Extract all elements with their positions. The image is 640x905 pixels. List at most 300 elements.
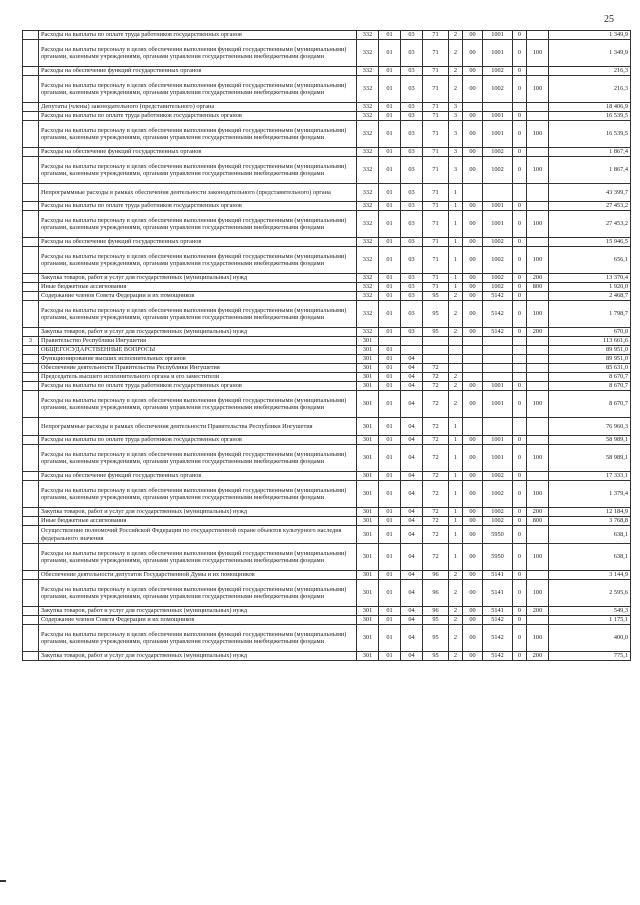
code-rz: 01 [379,211,401,238]
code-rz: 01 [379,274,401,283]
code-program: 72 [423,382,449,391]
table-row [23,373,631,382]
code-rz: 01 [379,436,401,445]
code-program: 71 [423,31,449,40]
table-row [23,472,631,481]
code-rz: 01 [379,76,401,103]
code-extra: 0 [513,40,527,67]
code-pr: 04 [401,580,423,607]
row-amount: 1 349,9 [549,31,631,40]
code-direction: 5141 [483,571,513,580]
table-row [23,517,631,526]
code-group: 00 [463,247,483,274]
row-amount: 3 144,9 [549,571,631,580]
code-gr: 301 [357,355,379,364]
code-subprogram: 1 [449,274,463,283]
code-program: 71 [423,148,449,157]
code-group: 00 [463,508,483,517]
code-subprogram: 2 [449,652,463,661]
code-program: 71 [423,76,449,103]
row-name: Расходы на обеспечение функций государственных органов [39,148,357,157]
code-direction: 1001 [483,436,513,445]
code-direction: 5142 [483,625,513,652]
code-group: 00 [463,580,483,607]
code-pr: 03 [401,112,423,121]
code-extra: 0 [513,211,527,238]
code-program: 71 [423,274,449,283]
table-row [23,625,631,652]
code-rz: 01 [379,652,401,661]
table-row [23,121,631,148]
code-pr: 03 [401,40,423,67]
code-rz: 01 [379,202,401,211]
code-expense-type [527,472,549,481]
code-pr: 04 [401,373,423,382]
code-subprogram: 1 [449,544,463,571]
row-amount: 58 989,1 [549,436,631,445]
table-row [23,481,631,508]
row-number [23,364,39,373]
code-rz: 01 [379,103,401,112]
code-expense-type [527,355,549,364]
code-subprogram: 1 [449,517,463,526]
code-gr: 332 [357,211,379,238]
code-gr: 301 [357,364,379,373]
code-expense-type: 100 [527,157,549,184]
code-gr: 301 [357,517,379,526]
code-extra: 0 [513,301,527,328]
code-rz: 01 [379,238,401,247]
code-extra: 0 [513,382,527,391]
code-pr: 03 [401,157,423,184]
row-number [23,544,39,571]
code-group [463,418,483,436]
code-program: 95 [423,328,449,337]
code-subprogram [449,355,463,364]
table-row [23,571,631,580]
table-row [23,238,631,247]
code-group: 00 [463,625,483,652]
row-number [23,31,39,40]
code-pr: 04 [401,508,423,517]
code-group: 00 [463,526,483,544]
table-row [23,283,631,292]
code-extra [513,103,527,112]
row-amount: 113 661,6 [549,337,631,346]
table-row [23,301,631,328]
code-expense-type [527,418,549,436]
code-gr: 301 [357,580,379,607]
code-rz: 01 [379,382,401,391]
code-expense-type: 200 [527,274,549,283]
code-extra: 0 [513,391,527,418]
code-group [463,103,483,112]
code-group: 00 [463,274,483,283]
code-gr: 332 [357,301,379,328]
code-subprogram: 1 [449,283,463,292]
code-extra: 0 [513,571,527,580]
code-pr: 03 [401,328,423,337]
row-name: Расходы на выплаты персоналу в целях обеспечения выполнения функций государственными (муниципальными) органами, казенными учреждениями, органами управления государственными внебюджетными фондами [39,121,357,148]
code-direction: 1002 [483,472,513,481]
code-group: 00 [463,157,483,184]
code-extra: 0 [513,283,527,292]
code-expense-type: 100 [527,391,549,418]
code-subprogram: 2 [449,301,463,328]
code-pr: 04 [401,481,423,508]
code-rz: 01 [379,283,401,292]
code-gr: 301 [357,526,379,544]
code-gr: 332 [357,40,379,67]
row-number [23,157,39,184]
table-row [23,337,631,346]
row-amount: 216,3 [549,67,631,76]
row-number [23,301,39,328]
row-name: Расходы на выплаты по оплате труда работников государственных органов [39,202,357,211]
row-number [23,355,39,364]
code-rz: 01 [379,418,401,436]
code-program: 72 [423,391,449,418]
code-subprogram: 1 [449,526,463,544]
code-expense-type [527,103,549,112]
code-pr: 04 [401,391,423,418]
code-extra: 0 [513,31,527,40]
code-extra: 0 [513,292,527,301]
code-direction: 1001 [483,121,513,148]
code-extra: 0 [513,67,527,76]
code-expense-type [527,526,549,544]
code-pr: 04 [401,445,423,472]
code-direction [483,373,513,382]
code-pr: 04 [401,364,423,373]
row-name: Расходы на выплаты персоналу в целях обеспечения выполнения функций государственными (муниципальными) органами, казенными учреждениями, органами управления государственными внебюджетными фондами [39,76,357,103]
code-subprogram: 2 [449,31,463,40]
code-expense-type: 100 [527,481,549,508]
code-program: 71 [423,112,449,121]
code-direction: 5950 [483,526,513,544]
code-group [463,355,483,364]
row-number [23,211,39,238]
code-rz: 01 [379,607,401,616]
code-group [463,364,483,373]
code-subprogram: 2 [449,571,463,580]
code-pr: 03 [401,76,423,103]
row-amount: 1 867,4 [549,148,631,157]
code-direction: 5142 [483,301,513,328]
row-name: Депутаты (члены) законодательного (представительного) органа [39,103,357,112]
row-number [23,391,39,418]
code-direction: 1001 [483,382,513,391]
code-extra: 0 [513,526,527,544]
row-number: 3 [23,337,39,346]
code-group: 00 [463,445,483,472]
code-direction [483,346,513,355]
code-subprogram: 2 [449,625,463,652]
row-amount: 27 453,2 [549,211,631,238]
code-subprogram: 1 [449,418,463,436]
code-gr: 301 [357,625,379,652]
row-name: Иные бюджетные ассигнования [39,283,357,292]
code-subprogram: 2 [449,607,463,616]
row-name: Расходы на выплаты по оплате труда работников государственных органов [39,31,357,40]
code-rz: 01 [379,364,401,373]
code-program: 72 [423,373,449,382]
code-subprogram [449,337,463,346]
code-rz: 01 [379,517,401,526]
code-gr: 332 [357,292,379,301]
code-gr: 301 [357,544,379,571]
row-number [23,445,39,472]
code-direction: 1002 [483,76,513,103]
row-number [23,526,39,544]
code-program: 71 [423,184,449,202]
code-extra: 0 [513,112,527,121]
code-program: 71 [423,121,449,148]
code-group: 00 [463,76,483,103]
page-number: 25 [604,14,614,25]
code-pr: 04 [401,625,423,652]
code-program: 95 [423,652,449,661]
row-number [23,571,39,580]
code-direction: 1001 [483,202,513,211]
row-amount: 8 670,7 [549,391,631,418]
code-direction [483,418,513,436]
code-direction [483,103,513,112]
row-amount: 15 946,5 [549,238,631,247]
code-pr: 03 [401,292,423,301]
table-row [23,382,631,391]
row-name: Расходы на выплаты по оплате труда работников государственных органов [39,112,357,121]
code-program: 71 [423,157,449,184]
row-amount: 3 768,8 [549,517,631,526]
table-row [23,616,631,625]
table-row [23,157,631,184]
code-program: 71 [423,247,449,274]
code-extra [513,337,527,346]
code-subprogram: 2 [449,373,463,382]
code-extra: 0 [513,157,527,184]
code-subprogram [449,346,463,355]
code-rz: 01 [379,346,401,355]
row-number [23,418,39,436]
code-subprogram: 1 [449,202,463,211]
row-amount: 549,3 [549,607,631,616]
code-extra: 0 [513,544,527,571]
code-extra [513,355,527,364]
code-extra: 0 [513,436,527,445]
code-gr: 301 [357,616,379,625]
code-expense-type: 100 [527,445,549,472]
code-extra: 0 [513,76,527,103]
row-amount: 1 349,9 [549,40,631,67]
code-subprogram: 1 [449,508,463,517]
code-extra [513,184,527,202]
row-amount: 1 920,0 [549,283,631,292]
code-direction: 1002 [483,274,513,283]
code-expense-type: 100 [527,121,549,148]
row-amount: 89 951,0 [549,355,631,364]
row-amount: 1 175,1 [549,616,631,625]
code-gr: 332 [357,184,379,202]
code-gr: 301 [357,481,379,508]
code-extra [513,364,527,373]
code-expense-type [527,238,549,247]
row-number [23,346,39,355]
budget-table [22,30,631,661]
code-expense-type: 800 [527,517,549,526]
code-gr: 301 [357,418,379,436]
row-amount: 89 951,0 [549,346,631,355]
code-rz: 01 [379,40,401,67]
code-gr: 332 [357,247,379,274]
code-program: 95 [423,625,449,652]
row-number [23,202,39,211]
code-expense-type [527,184,549,202]
code-gr: 332 [357,283,379,292]
code-rz: 01 [379,148,401,157]
code-rz: 01 [379,571,401,580]
code-direction [483,184,513,202]
code-extra: 0 [513,328,527,337]
code-program: 95 [423,292,449,301]
code-direction: 5950 [483,544,513,571]
code-direction: 1002 [483,238,513,247]
code-gr: 332 [357,157,379,184]
code-subprogram: 3 [449,157,463,184]
row-number [23,580,39,607]
code-gr: 301 [357,652,379,661]
code-pr: 04 [401,607,423,616]
code-gr: 301 [357,436,379,445]
row-number [23,283,39,292]
row-name: Иные бюджетные ассигнования [39,517,357,526]
row-amount: 43 399,7 [549,184,631,202]
code-extra: 0 [513,580,527,607]
code-pr: 03 [401,238,423,247]
code-subprogram: 2 [449,616,463,625]
code-gr: 332 [357,121,379,148]
code-pr: 04 [401,544,423,571]
table-body [23,31,631,661]
row-name: Содержание членов Совета Федерации и их помощников [39,292,357,301]
code-rz: 01 [379,301,401,328]
code-group: 00 [463,517,483,526]
code-pr: 04 [401,526,423,544]
code-pr: 03 [401,247,423,274]
code-rz: 01 [379,625,401,652]
row-amount: 656,1 [549,247,631,274]
code-expense-type [527,364,549,373]
row-name: Расходы на выплаты персоналу в целях обеспечения выполнения функций государственными (муниципальными) органами, казенными учреждениями, органами управления государственными внебюджетными фондами [39,247,357,274]
code-rz: 01 [379,184,401,202]
code-expense-type: 200 [527,607,549,616]
row-number [23,607,39,616]
code-direction [483,355,513,364]
code-pr: 03 [401,283,423,292]
code-group: 00 [463,472,483,481]
code-extra: 0 [513,148,527,157]
code-extra: 0 [513,607,527,616]
code-expense-type [527,346,549,355]
code-rz: 01 [379,355,401,364]
code-program: 71 [423,238,449,247]
code-subprogram: 3 [449,121,463,148]
code-group: 00 [463,40,483,67]
row-amount: 1 379,4 [549,481,631,508]
code-rz [379,337,401,346]
code-extra: 0 [513,508,527,517]
code-subprogram: 2 [449,40,463,67]
code-rz: 01 [379,67,401,76]
code-pr: 03 [401,301,423,328]
row-name: Непрограммные расходы в рамках обеспечения деятельности Правительства Республики Ингушетия [39,418,357,436]
row-number [23,625,39,652]
code-expense-type: 100 [527,76,549,103]
code-pr: 04 [401,517,423,526]
code-gr: 301 [357,607,379,616]
code-program: 96 [423,580,449,607]
code-pr: 03 [401,121,423,148]
code-direction: 1002 [483,517,513,526]
code-subprogram: 1 [449,481,463,508]
code-direction: 1001 [483,40,513,67]
row-name: Расходы на выплаты персоналу в целях обеспечения выполнения функций государственными (муниципальными) органами, казенными учреждениями, органами управления государственными внебюджетными фондами [39,40,357,67]
row-amount: 12 184,9 [549,508,631,517]
row-number [23,481,39,508]
row-amount: 13 370,4 [549,274,631,283]
row-amount: 2 595,6 [549,580,631,607]
code-expense-type [527,616,549,625]
code-extra [513,373,527,382]
row-amount: 16 539,5 [549,121,631,148]
code-expense-type: 100 [527,211,549,238]
code-program: 71 [423,202,449,211]
row-name: Расходы на выплаты персоналу в целях обеспечения выполнения функций государственными (муниципальными) органами, казенными учреждениями, органами управления государственными внебюджетными фондами [39,211,357,238]
code-group: 00 [463,121,483,148]
table-row [23,391,631,418]
code-extra: 0 [513,616,527,625]
table-row [23,544,631,571]
code-expense-type: 200 [527,328,549,337]
table-row [23,76,631,103]
code-rz: 01 [379,121,401,148]
row-name: Правительство Республики Ингушетия [39,337,357,346]
code-program: 71 [423,283,449,292]
code-extra: 0 [513,274,527,283]
row-name: Содержание членов Совета Федерации и их помощников [39,616,357,625]
code-expense-type: 100 [527,247,549,274]
code-expense-type: 200 [527,652,549,661]
code-extra: 0 [513,652,527,661]
code-expense-type [527,112,549,121]
code-subprogram: 2 [449,382,463,391]
code-direction: 1002 [483,247,513,274]
row-name: Расходы на выплаты персоналу в целях обеспечения выполнения функций государственными (муниципальными) органами, казенными учреждениями, органами управления государственными внебюджетными фондами [39,157,357,184]
code-program: 72 [423,418,449,436]
code-group: 00 [463,382,483,391]
code-rz: 01 [379,157,401,184]
code-expense-type: 800 [527,283,549,292]
code-gr: 332 [357,202,379,211]
code-program: 72 [423,472,449,481]
code-gr: 301 [357,391,379,418]
code-program: 72 [423,508,449,517]
row-name: Расходы на выплаты персоналу в целях обеспечения выполнения функций государственными (муниципальными) органами, казенными учреждениями, органами управления государственными внебюджетными фондами [39,301,357,328]
code-pr: 04 [401,652,423,661]
code-rz: 01 [379,247,401,274]
code-rz: 01 [379,31,401,40]
row-number [23,184,39,202]
